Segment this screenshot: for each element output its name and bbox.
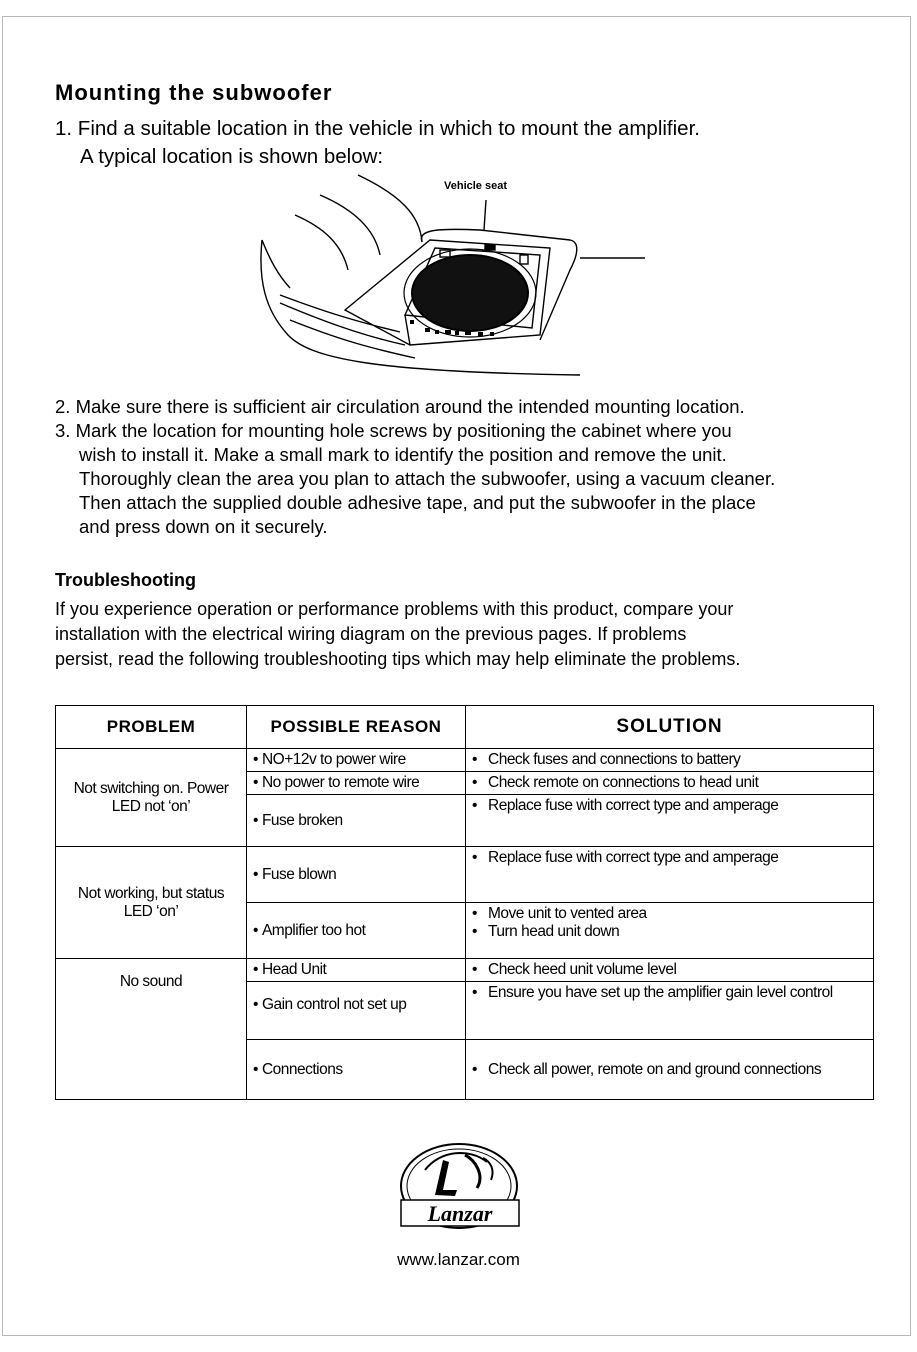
website-url: www.lanzar.com [397, 1250, 520, 1269]
solution-cell [466, 982, 874, 1040]
step-3-line: 3. Mark the location for mounting hole screws by positioning the cabinet where you [55, 420, 732, 441]
reason-text: • Fuse broken [253, 812, 343, 829]
reason-text: • Connections [253, 1061, 343, 1078]
reason-cell [247, 959, 466, 982]
intro-line: If you experience operation or performance problems with this product, compare your [55, 599, 734, 619]
reason-cell [247, 772, 466, 795]
reason-cell [247, 749, 466, 772]
table-row [56, 749, 874, 772]
step-3-line: wish to install it. Make a small mark to identify the position and remove the unit. [79, 444, 727, 465]
troubleshooting-intro [55, 597, 895, 672]
lanzar-logo [395, 1140, 525, 1240]
step-1-line-2: A typical location is shown below: [80, 145, 384, 168]
solution-text: • Move unit to vented area [472, 905, 867, 923]
troubleshooting-title: Troubleshooting [55, 570, 196, 590]
reason-cell [247, 903, 466, 959]
solution-cell [466, 749, 874, 772]
solution-cell [466, 903, 874, 959]
solution-text: • Check remote on connections to head unit [472, 774, 867, 792]
solution-text: • Turn head unit down [472, 923, 867, 941]
vehicle-seat-label: Vehicle seat [444, 180, 507, 192]
intro-line: persist, read the following troubleshooting tips which may help eliminate the problems. [55, 649, 741, 669]
solution-text: • Ensure you have set up the amplifier gain level control [472, 984, 867, 1002]
step-1-line-1: 1. Find a suitable location in the vehicle in which to mount the amplifier. [55, 117, 700, 140]
solution-text: • Replace fuse with correct type and amperage [472, 797, 867, 815]
header-problem: PROBLEM [56, 706, 247, 749]
problem-cell: Not working, but status LED ‘on’ [56, 847, 247, 959]
reason-text: • NO+12v to power wire [253, 751, 406, 768]
solution-text: • Replace fuse with correct type and amperage [472, 849, 867, 867]
solution-text: • Check all power, remote on and ground connections [472, 1061, 867, 1079]
solution-cell [466, 795, 874, 847]
problem-cell: Not switching on. Power LED not ‘on’ [56, 749, 247, 847]
reason-text: • Gain control not set up [253, 996, 406, 1013]
reason-text: • Head Unit [253, 961, 326, 978]
steps-2-3 [55, 395, 895, 539]
troubleshooting-table [55, 705, 874, 1100]
reason-cell [247, 847, 466, 903]
reason-cell [247, 1040, 466, 1100]
reason-cell [247, 795, 466, 847]
solution-text: • Check fuses and connections to battery [472, 751, 867, 769]
step-2: 2. Make sure there is sufficient air circulation around the intended mounting location. [55, 396, 745, 417]
reason-text: • Amplifier too hot [253, 922, 365, 939]
header-solution: SOLUTION [466, 706, 874, 749]
reason-cell [247, 982, 466, 1040]
step-1 [55, 115, 700, 171]
intro-line: installation with the electrical wiring diagram on the previous pages. If problems [55, 624, 687, 644]
table-row [56, 847, 874, 903]
solution-cell [466, 1040, 874, 1100]
reason-text: • No power to remote wire [253, 774, 419, 791]
solution-cell [466, 847, 874, 903]
solution-text: • Check heed unit volume level [472, 961, 867, 979]
reason-text: • Fuse blown [253, 866, 336, 883]
subwoofer-mounting-illustration [250, 170, 660, 385]
solution-cell [466, 772, 874, 795]
table-row [56, 959, 874, 982]
header-reason: POSSIBLE REASON [247, 706, 466, 749]
problem-cell: No sound [56, 959, 247, 1100]
mounting-title: Mounting the subwoofer [55, 80, 333, 105]
table-header-row [56, 706, 874, 749]
solution-cell [466, 959, 874, 982]
step-3-line: Then attach the supplied double adhesive tape, and put the subwoofer in the place [79, 492, 756, 513]
step-3-line: and press down on it securely. [79, 516, 328, 537]
logo-text: Lanzar [427, 1201, 493, 1226]
step-3-line: Thoroughly clean the area you plan to attach the subwoofer, using a vacuum cleaner. [79, 468, 776, 489]
